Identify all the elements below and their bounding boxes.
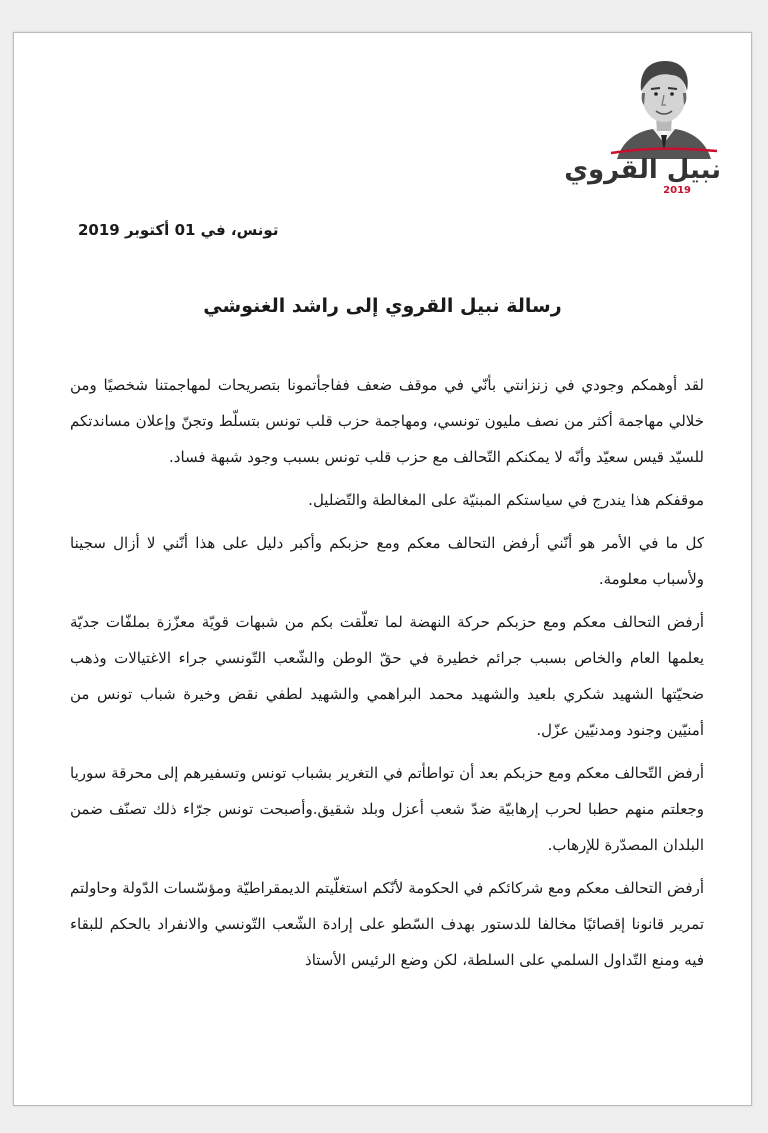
paragraph: موقفكم هذا يندرج في سياستكم المبنيّة على المغالطة والتّضليل.: [308, 491, 704, 509]
portrait-sketch-icon: [609, 51, 719, 161]
paragraph: كل ما في الأمر هو أنّني أرفض التحالف معكم ومع حزبكم وأكبر دليل على هذا أنّني لا أزال سجينا ولأسباب معلومة.: [70, 534, 704, 588]
paragraph: أرفض التحالف معكم ومع حزبكم حركة النهضة لما تعلّقت بكم من شبهات قويّة معزّزة بملفّات جديّة يعلمها العام والخاص بسبب جرائم خطيرة في حقّ الوطن والشّعب التّونسي جراء الاغتيالات وذهب ضحيّتها الشهيد شكري بلعيد والشهيد محمد البراهمي والشهيد لطفي نقض وخيرة شباب تونس من أمنيّين وجنود ومدنيّين عزّل.: [70, 613, 704, 739]
paragraph: أرفض التّحالف معكم ومع حزبكم بعد أن تواطأتم في التغرير بشباب تونس وتسفيرهم إلى محرقة سوريا وجعلتم منهم حطبا لحرب إرهابيّة ضدّ شعب أعزل وبلد شقيق.وأصبحت تونس جرّاء ذلك تصنّف ضمن البلدان المصدّرة للإرهاب.: [70, 764, 704, 854]
logo-year: 2019: [663, 185, 691, 196]
letter-page: [13, 32, 752, 1106]
paragraph: لقد أوهمكم وجودي في زنزانتي بأنّي في موقف ضعف ففاجأتمونا بتصريحات لمهاجمتنا شخصيًا ومن خلالي مهاجمة أكثر من نصف مليون تونسي، ومهاجمة حزب قلب تونس بتسلّط وتجنّ وإعلان مساندتكم للسيّد قيس سعيّد وأنّه لا يمكنكم التّحالف مع حزب قلب تونس بسبب وجود شبهة فساد.: [70, 376, 704, 466]
paragraph: أرفض التحالف معكم ومع شركائكم في الحكومة لأنّكم استغلّيتم الديمقراطيّة ومؤسّسات الدّولة وحاولتم تمرير قانونا إقصائيًا مخالفا للدستور بهدف السّطو على إرادة الشّعب التّونسي والانفراد بالحكم للبقاء فيه ومنع التّداول السلمي على السلطة، لكن وضع الرئيس الأستاذ: [70, 879, 704, 969]
letter-body: [70, 367, 704, 985]
letter-date: تونس، في 01 أكتوبر 2019: [78, 221, 279, 239]
letter-title: رسالة نبيل القروي إلى راشد الغنوشي: [203, 295, 562, 317]
campaign-logo: [564, 51, 725, 201]
logo-name: نبيل القروي: [564, 155, 721, 185]
